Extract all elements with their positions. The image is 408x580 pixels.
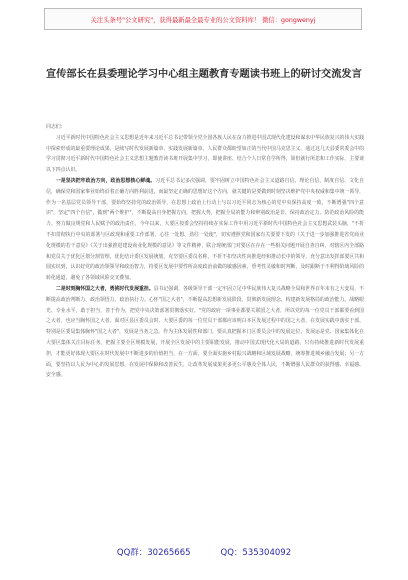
paragraph-lead: 一是坚决把牢政治方向，政治思想核心鲜魂。 (55, 177, 156, 184)
article-title: 宣传部长在县委理论学习中心组主题教育专题读书班上的研讨交流发言 (46, 69, 362, 80)
paragraph-text: 习近平总书记多次强调，要牢固树立中国特色社会主义道路自信、理论自信、制度自信、文化自信，确保党和国家事业始终沿着正确方向胜利前进，而最坚定正确的思想好这个方向，就关键的是要做到时刻坚决维护党中央权威和集中统一领导，作为一名基层党员领导干部，要始终坚持党的政治领导，在思想上政治上行动上与以习近平同志为核心的党中央保持高度一致，不断增强"四个意识"，坚定"四个自信"，做到"两个维护"，不断提高自身把握方向，把握大势，把握全局的能力和辨别政治是非、保持政治定力、防范政治风险的能力。努力做良规党和人民赋予的政治责任，今年以来，大要区按委会坚持持续在实际工作中用习近平新时代中国特色社会主义思想武装头脑，"不折不扣贯彻执行中央的部署与区政现和重要工作部署，心往一处想、劲往一处使"，切实遵照党和国家有关要要下发的《关于进一步加强推进省党商业化规模的若干意见》《关于出强推进建设商业化规模的意见》等文件精神，联合现统部门对要区在存在一些相关问题开展自查自纠，对辖区内全部路和党员关于优化区划分割管理、优化结计委区发展统划，克坚要区委员名称，不折不扣坚决性向推进经和推动长中的领导，充分意出发挥部要区共和圆实识到，认识好党的政治领领导和政治智力，持要区发展中要性所高度政治前做的敏感因素，垂考性灵敏和时判断，及时跟断于不利得阶域风险的转化通道，避免了各领域风险交叉叠加。 (46, 177, 364, 282)
body-paragraph-1 (46, 133, 364, 176)
promo-banner (44, 8, 362, 30)
paragraph-text: 县书记强调，各级领导干部一定牢固立足中华民族伟大复兴战略全局和世界百年未有之大变局，不断提高政治判断力、政治领悟力、政治执行力。心怀"国之大者"，不断提高思想新发展阶段，贯彻新发展理念，构建新发展格局的政治能力。战略眼光、专业水平，敢于担当，善于作为，把党中央决策部署贯彻落实好。"党的政府一项事业都要关联国之大者，所以党的每一位党员干部都要看到国之大者，也应当胸怀国之大者。面对区县区委员会时，大要区委的每一位党员干部都应该明白本区发展过程中的国之大者，在发展实践中落实于部。特别是区委局集体胸怀"国之大者"，发展是当务之急。作为主体发展性和部门，要认真把握本门区委员会中的发展定位，发展运是党、国家集体化在大要区集体关注目标任务，把握主要全区规模发展，开展全区发展中的主要职能发展，推动中国式现代化大局的道路。只有持续推进新时代发展重担，才能更好体现大要区在时代发展中不断进步的价值担当，在一方面，要全面实施乡村振兴战略和区域发展战略，统筹推进城乡融合发展；另一方面，要坚持以人民为中心的发展思想，在发展中保障和改善民生，让改革发展成果更多更公平惠及全体人民，不断增强人民群众的获得感、幸福感、安全感。 (46, 285, 364, 379)
salutation: 同志们： (46, 124, 66, 130)
body-paragraph-2 (46, 176, 364, 284)
paragraph-text: 习近平新时代中国特色社会主义思想是近年来习近平总书记带领全党全国各族人民在奋力推进中国式现代化建设和谋求中华民族复兴的伟大实践中探索形成的最重要理论成果，是续写时代发展新篇章、实践发展新篇章。人民群众都盼望如正的当代中国马克思主义，通过这几天县委常委会中的学习贯彻习近平新时代中国特色社会主义思想主题教育读书班开展集中学习，即使讲座、结合个人日常自学所得，简但就行所思和工作实际，主要谈以下四点认识。 (46, 134, 364, 174)
body-paragraph-3 (46, 284, 364, 381)
paragraph-lead: 二是时刻胸怀国之大者，勇挑时代发展重担。 (55, 285, 154, 292)
qq-group-text: QQ群：30265665 (116, 548, 191, 558)
article-body (46, 122, 364, 381)
promo-banner-text: 关注头条号"公文研究"，获得最新最全最专业的公文资料库！ 微信：gongwenyj (90, 16, 316, 24)
contact-footer (0, 546, 408, 562)
qq-contact-text: QQ：535304092 (220, 548, 292, 558)
